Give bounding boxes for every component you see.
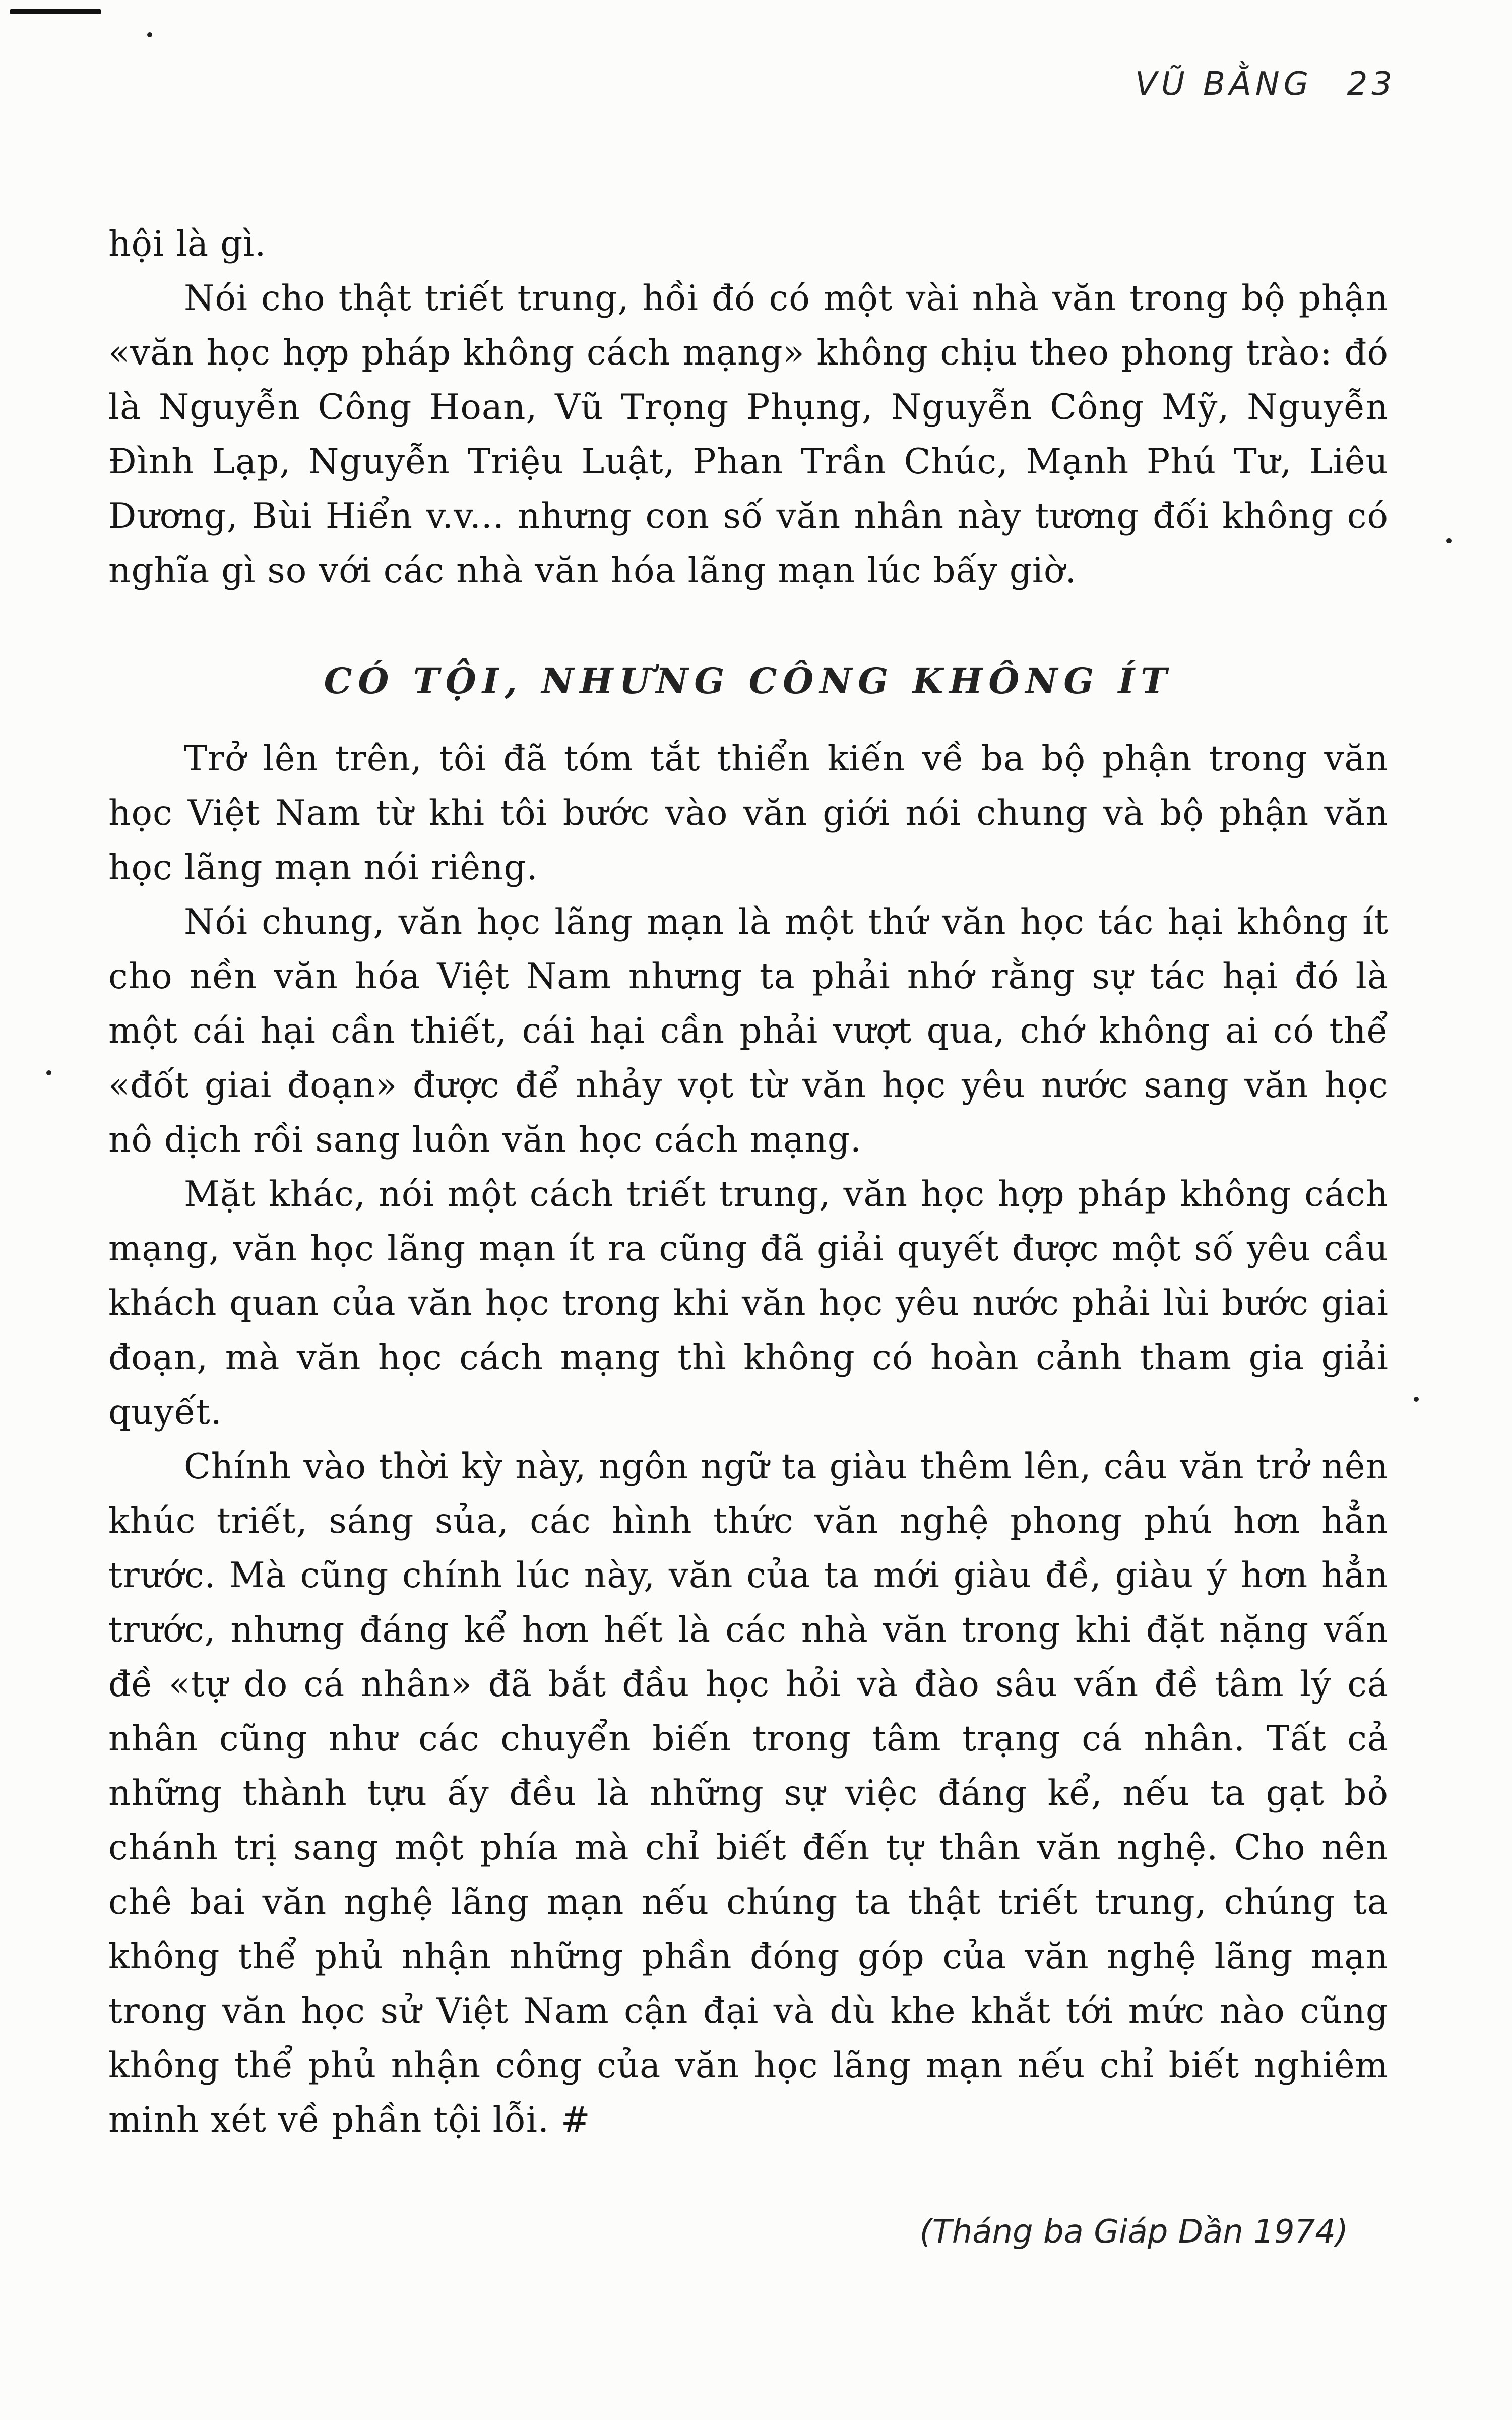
main-text xyxy=(108,217,1389,2147)
section-heading: CÓ TỘI, NHƯNG CÔNG KHÔNG ÍT xyxy=(324,660,1173,702)
running-header xyxy=(1135,66,1396,103)
paragraph-3: Trở lên trên, tôi đã tóm tắt thiển kiến về ba bộ phận trong văn học Việt Nam từ khi tôi bước vào văn giới nói chung và bộ phận văn học lãng mạn nói riêng. xyxy=(108,739,1389,888)
author-name: VŨ BẰNG xyxy=(1135,66,1313,103)
date-footer: (Tháng ba Giáp Dần 1974) xyxy=(919,2213,1348,2251)
paragraph-1: hội là gì. xyxy=(108,224,267,264)
paragraph-6: Chính vào thời kỳ này, ngôn ngữ ta giàu thêm lên, câu văn trở nên khúc triết, sáng sủa, các hình thức văn nghệ phong phú hơn hẳn trước. Mà cũng chính lúc này, văn của ta mới giàu đề, giàu ý hơn hẳn trước, nhưng đáng kể hơn hết là các nhà văn trong khi đặt nặng vấn đề «tự do cá nhân» đã bắt đầu học hỏi và đào sâu vấn đề tâm lý cá nhân cũng như các chuyển biến trong tâm trạng cá nhân. Tất cả những thành tựu ấy đều là những sự việc đáng kể, nếu ta gạt bỏ chánh trị sang một phía mà chỉ biết đến tự thân văn nghệ. Cho nên chê bai văn nghệ lãng mạn nếu chúng ta thật triết trung, chúng ta không thể phủ nhận những phần đóng góp của văn nghệ lãng mạn trong văn học sử Việt Nam cận đại và dù khe khắt tới mức nào cũng không thể phủ nhận công của văn học lãng mạn nếu chỉ biết nghiêm minh xét về phần tội lỗi. # xyxy=(108,1446,1389,2140)
scan-speck xyxy=(1446,538,1452,543)
paragraph-4: Nói chung, văn học lãng mạn là một thứ văn học tác hại không ít cho nền văn hóa Việt Nam nhưng ta phải nhớ rằng sự tác hại đó là một cái hại cần thiết, cái hại cần phải vượt qua, chớ không ai có thể «đốt giai đoạn» được để nhảy vọt từ văn học yêu nước sang văn học nô dịch rồi sang luôn văn học cách mạng. xyxy=(108,902,1389,1160)
scan-mark xyxy=(10,9,101,14)
scan-speck xyxy=(46,1070,51,1075)
paragraph-2: Nói cho thật triết trung, hồi đó có một vài nhà văn trong bộ phận «văn học hợp pháp không cách mạng» không chịu theo phong trào: đó là Nguyễn Công Hoan, Vũ Trọng Phụng, Nguyễn Công Mỹ, Nguyễn Đình Lạp, Nguyễn Triệu Luật, Phan Trần Chúc, Mạnh Phú Tư, Liêu Dương, Bùi Hiển v.v... nhưng con số văn nhân này tương đối không có nghĩa gì so với các nhà văn hóa lãng mạn lúc bấy giờ. xyxy=(108,278,1389,591)
scan-speck xyxy=(147,32,152,37)
paragraph-5: Mặt khác, nói một cách triết trung, văn học hợp pháp không cách mạng, văn học lãng mạn ít ra cũng đã giải quyết được một số yêu cầu khách quan của văn học trong khi văn học yêu nước phải lùi bước giai đoạn, mà văn học cách mạng thì không có hoàn cảnh tham gia giải quyết. xyxy=(108,1174,1389,1432)
page-number: 23 xyxy=(1347,66,1396,103)
scan-speck xyxy=(1414,1397,1419,1402)
